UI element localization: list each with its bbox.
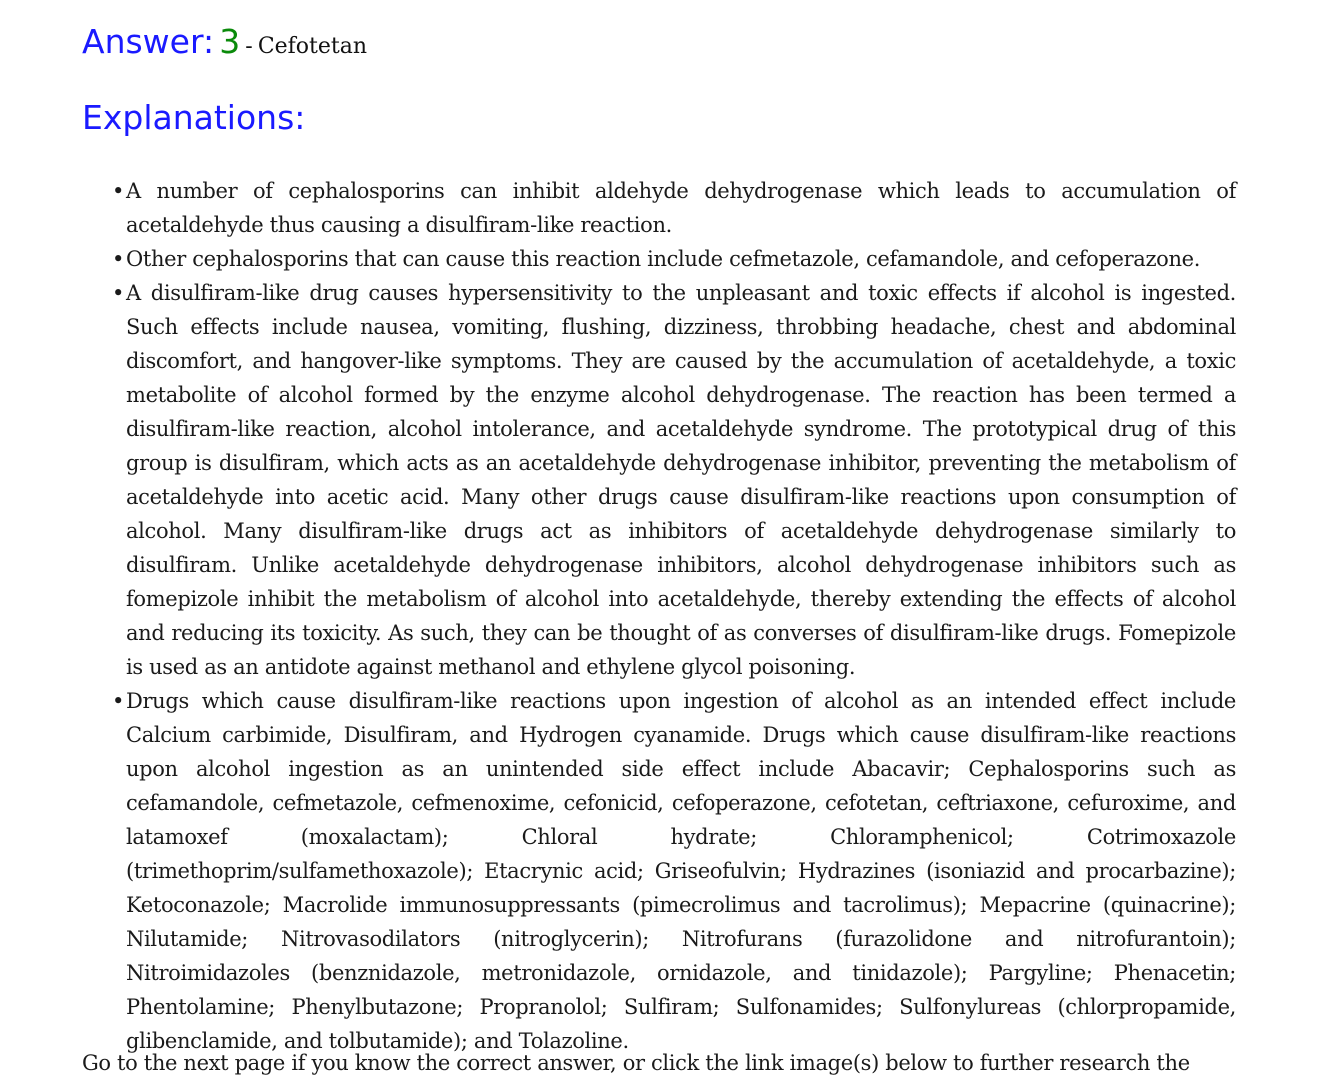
explanations-list <box>112 174 1236 1058</box>
answer-label: Answer: <box>82 22 215 61</box>
list-item <box>112 242 1236 276</box>
list-item <box>112 684 1236 1058</box>
answer-line <box>82 22 367 61</box>
list-item <box>112 174 1236 242</box>
explanations-heading: Explanations: <box>82 98 306 137</box>
bullet-icon: • <box>112 281 125 305</box>
list-item-text: Other cephalosporins that can cause this reaction include cefmetazole, cefamandole, and cefoperazone. <box>126 247 1201 271</box>
answer-number: 3 <box>219 22 241 61</box>
footer-note: Go to the next page if you know the correct answer, or click the link image(s) below to further research the <box>82 1051 1190 1075</box>
bullet-icon: • <box>112 179 125 203</box>
list-item-text: Drugs which cause disulfiram-like reactions upon ingestion of alcohol as an intended effect include Calcium carbimide, Disulfiram, and Hydrogen cyanamide. Drugs which cause disulfiram-like reactions upon alcohol ingestion as an unintended side effect include Abacavir; Cephalosporins such as cefamandole, cefmetazole, cefmenoxime, cefonicid, cefoperazone, cefotetan, ceftriaxone, cefuroxime, and latamoxef (moxalactam); Chloral hydrate; Chloramphenicol; Cotrimoxazole (trimethoprim/sulfamethoxazole); Etacrynic acid; Griseofulvin; Hydrazines (isoniazid and procarbazine); Ketoconazole; Macrolide immunosuppressants (pimecrolimus and tacrolimus); Mepacrine (quinacrine); Nilutamide; Nitrovasodilators (nitroglycerin); Nitrofurans (furazolidone and nitrofurantoin); Nitroimidazoles (benznidazole, metronidazole, ornidazole, and tinidazole); Pargyline; Phenacetin; Phentolamine; Phenylbutazone; Propranolol; Sulfiram; Sulfonamides; Sulfonylureas (chlorpropamide, glibenclamide, and tolbutamide); and Tolazoline. <box>126 689 1236 1053</box>
list-item <box>112 276 1236 684</box>
answer-text: Cefotetan <box>257 34 368 59</box>
bullet-icon: • <box>112 247 125 271</box>
list-item-text: A disulfiram-like drug causes hypersensitivity to the unpleasant and toxic effects if alcohol is ingested. Such effects include nausea, vomiting, flushing, dizziness, throbbing headache, chest and abdominal discomfort, and hangover-like symptoms. They are caused by the accumulation of acetaldehyde, a toxic metabolite of alcohol formed by the enzyme alcohol dehydrogenase. The reaction has been termed a disulfiram-like reaction, alcohol intolerance, and acetaldehyde syndrome. The prototypical drug of this group is disulfiram, which acts as an acetaldehyde dehydrogenase inhibitor, preventing the metabolism of acetaldehyde into acetic acid. Many other drugs cause disulfiram-like reactions upon consumption of alcohol. Many disulfiram-like drugs act as inhibitors of acetaldehyde dehydrogenase similarly to disulfiram. Unlike acetaldehyde dehydrogenase inhibitors, alcohol dehydrogenase inhibitors such as fomepizole inhibit the metabolism of alcohol into acetaldehyde, thereby extending the effects of alcohol and reducing its toxicity. As such, they can be thought of as converses of disulfiram-like drugs. Fomepizole is used as an antidote against methanol and ethylene glycol poisoning. <box>126 281 1236 679</box>
bullet-icon: • <box>112 689 125 713</box>
list-item-text: A number of cephalosporins can inhibit aldehyde dehydrogenase which leads to accumulation of acetaldehyde thus causing a disulfiram-like reaction. <box>126 179 1236 237</box>
answer-separator: - <box>245 34 253 59</box>
